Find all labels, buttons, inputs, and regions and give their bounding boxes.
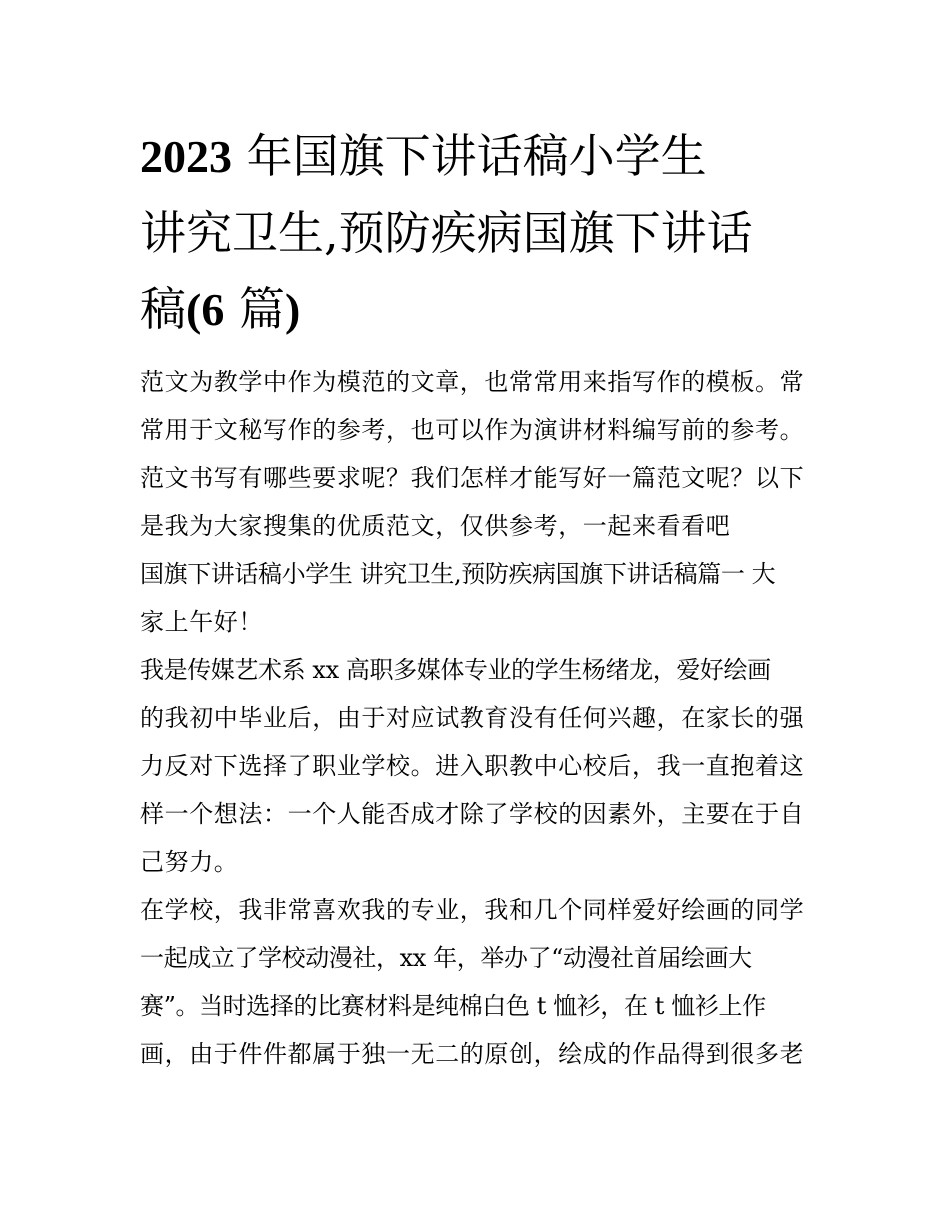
document-body bbox=[140, 358, 820, 1078]
body-line: 一起成立了学校动漫社，xx 年，举办了“动漫社首届绘画大 bbox=[140, 944, 752, 972]
body-line: 家上午好！ bbox=[140, 608, 263, 636]
body-line: 我是传媒艺术系 xx 高职多媒体专业的学生杨绪龙，爱好绘画 bbox=[140, 656, 771, 684]
body-line: 样一个想法：一个人能否成才除了学校的因素外，主要在于自 bbox=[140, 800, 805, 828]
body-line: 国旗下讲话稿小学生 讲究卫生,预防疾病国旗下讲话稿篇一 大 bbox=[140, 560, 776, 588]
title-line-1: 2023 年国旗下讲话稿小学生 bbox=[140, 129, 707, 183]
body-line: 常用于文秘写作的参考，也可以作为演讲材料编写前的参考。 bbox=[140, 416, 805, 444]
title-line-3: 稿(6 篇) bbox=[140, 282, 301, 336]
body-line: 己努力。 bbox=[140, 848, 239, 876]
body-line: 赛”。当时选择的比赛材料是纯棉白色 t 恤衫，在 t 恤衫上作 bbox=[140, 992, 766, 1020]
body-line: 力反对下选择了职业学校。进入职教中心校后，我一直抱着这 bbox=[140, 752, 805, 780]
document-title bbox=[140, 118, 820, 348]
title-line-2: 讲究卫生,预防疾病国旗下讲话 bbox=[140, 206, 753, 260]
body-line: 的我初中毕业后，由于对应试教育没有任何兴趣，在家长的强 bbox=[140, 704, 805, 732]
body-line: 范文为教学中作为模范的文章，也常常用来指写作的模板。常 bbox=[140, 368, 805, 396]
body-line: 是我为大家搜集的优质范文，仅供参考，一起来看看吧 bbox=[140, 512, 731, 540]
body-line: 范文书写有哪些要求呢？我们怎样才能写好一篇范文呢？以下 bbox=[140, 464, 805, 492]
body-line: 在学校，我非常喜欢我的专业，我和几个同样爱好绘画的同学 bbox=[140, 896, 805, 924]
body-line: 画，由于件件都属于独一无二的原创，绘成的作品得到很多老 bbox=[140, 1040, 805, 1068]
